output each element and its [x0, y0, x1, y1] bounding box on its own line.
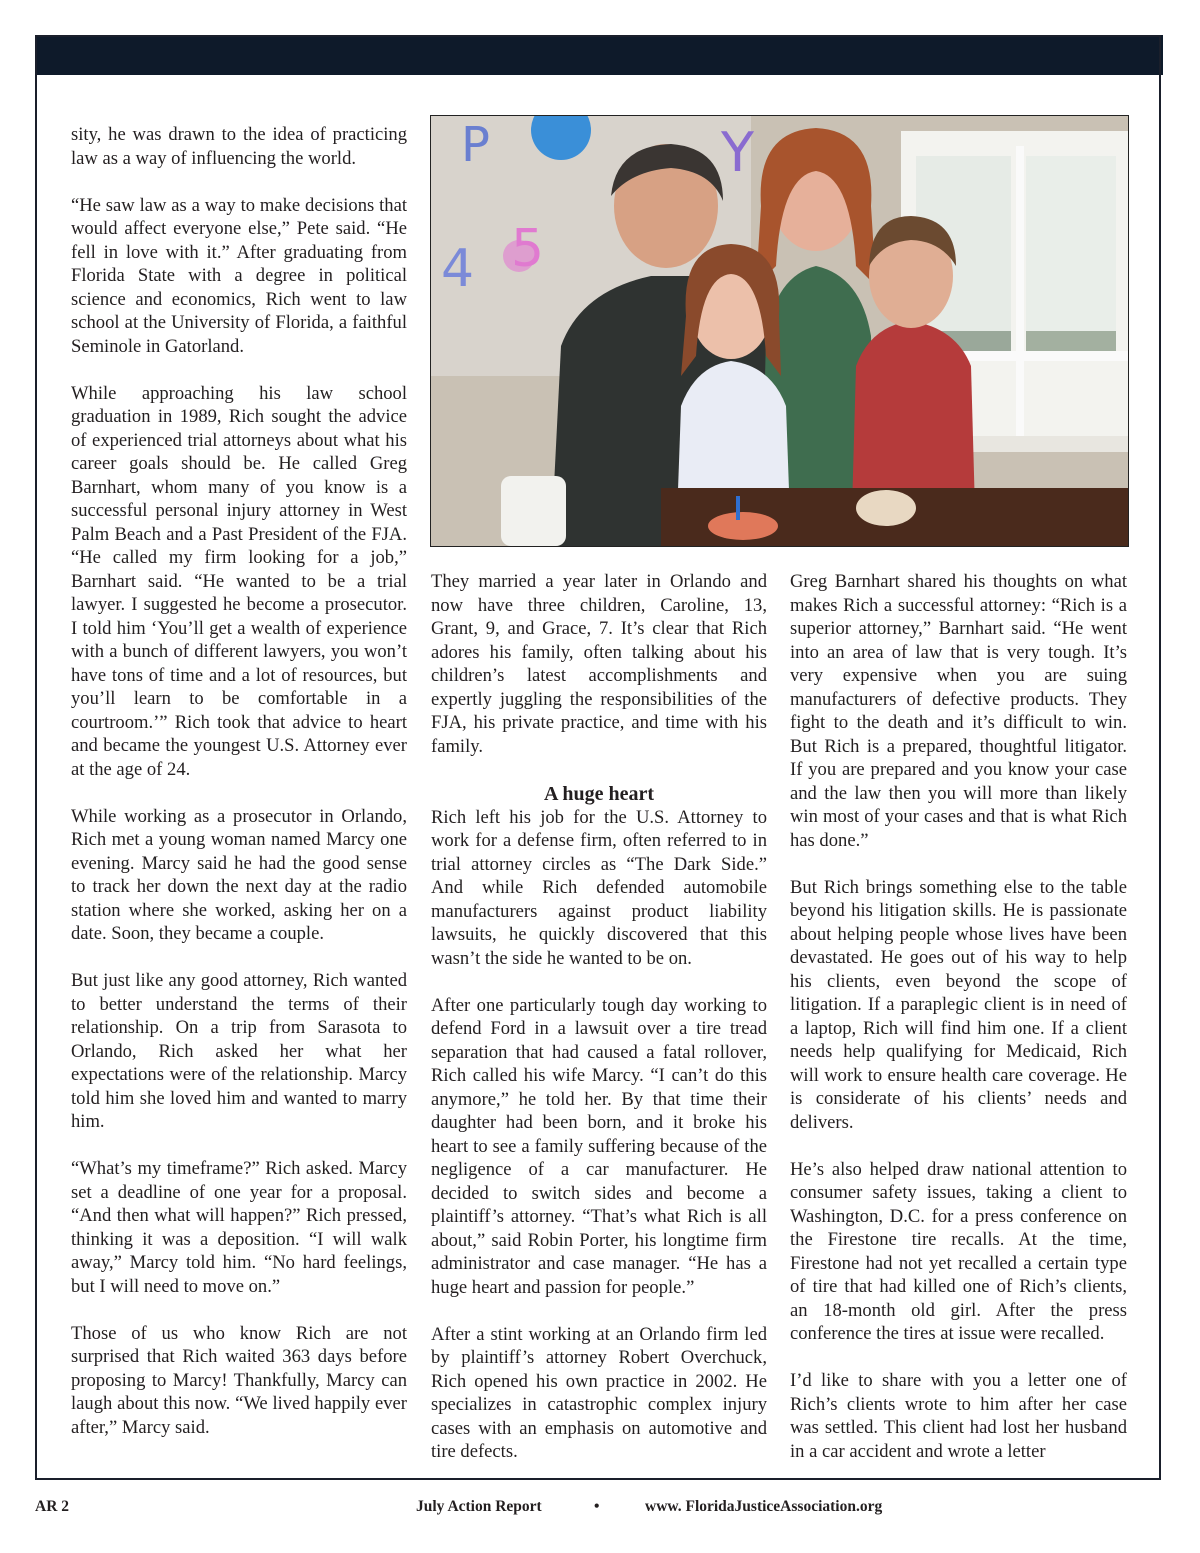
- column-1: [71, 123, 407, 1439]
- paragraph: While working as a prosecutor in Orlando, Rich met a young woman named Marcy one evening. Marcy said he had the good sense to track her down the next day at the radio station where she worked, asking her on a date. Soon, they became a couple.: [71, 805, 407, 944]
- paragraph: I’d like to share with you a letter one of Rich’s clients wrote to him after her case was settled. This client had lost her husband in a car accident and wrote a letter: [790, 1370, 1127, 1462]
- paragraph: Greg Barnhart shared his thoughts on what makes Rich a successful attorney: “Rich is a superior attorney,” Barnhart said. “He went into an area of law that is very tough. It’s very expensive when you are suing manufacturers of defective products. They fight to the death and it’s difficult to win. But Rich is a prepared, thoughtful litigator. If you are prepared and you know your case and the law then you will more than likely win most of your cases and that is what Rich has done.”: [790, 571, 1127, 851]
- page-footer: [0, 1492, 1200, 1522]
- paragraph: “He saw law as a way to make decisions that would affect everyone else,” Pete said. “He fell in love with it.” After graduating from Florida State with a degree in political science and economics, Rich went to law school at the University of Florida, a faithful Seminole in Gatorland.: [71, 194, 407, 357]
- banner-letter: 5: [511, 219, 545, 279]
- paragraph: sity, he was drawn to the idea of practicing law as a way of influencing the world.: [71, 124, 407, 169]
- banner-letter: Y: [721, 121, 754, 184]
- footer-separator: •: [594, 1498, 600, 1515]
- paragraph: But Rich brings something else to the table beyond his litigation skills. He is passionate about helping people whose lives have been devastated. He goes out of his way to help his clients, even beyond the scope of litigation. If a paraplegic client is in need of a laptop, Rich will find him one. If a client needs help qualifying for Medicaid, Rich will work to ensure health care coverage. He is considerate of his clients’ needs and delivers.: [790, 876, 1127, 1133]
- paragraph: He’s also helped draw national attention to consumer safety issues, taking a client to Washington, D.C. for a press conference on the Firestone tire recalls. At the time, Firestone had not yet recalled a certain type of tire that had killed one of Rich’s clients, an 18-month old girl. After the press conference the tires at issue were recalled.: [790, 1158, 1127, 1344]
- page-number: AR 2: [35, 1498, 70, 1515]
- paragraph: They married a year later in Orlando and now have three children, Caroline, 13, Grant, 9, and Grace, 7. It’s clear that Rich adores his family, often talking about his children’s latest accomplishments and expertly juggling the responsibilities of the FJA, his private practice, and time with his family.: [431, 571, 767, 757]
- paragraph: Rich left his job for the U.S. Attorney to work for a defense firm, often referred to in trial attorney circles as “The Dark Side.” And while Rich defended automobile manufacturers against product liability lawsuits, he quickly discovered that this wasn’t the side he wanted to be on.: [431, 806, 767, 969]
- column-2: [431, 570, 767, 1464]
- banner-letter: P: [461, 117, 490, 173]
- banner-letter: 4: [441, 239, 475, 299]
- paragraph: After a stint working at an Orlando firm led by plaintiff’s attorney Robert Overchuck, Rich opened his own practice in 2002. He specializes in catastrophic complex injury cases with an emphasis on automotive and tire defects.: [431, 1323, 767, 1462]
- paragraph: After one particularly tough day working to defend Ford in a lawsuit over a tire tread separation that had caused a fatal rollover, Rich called his wife Marcy. “I can’t do this anymore,” he told her. By that time their daughter had been born, and it broke his heart to see a family suffering because of the negligence of a car manufacturer. He decided to switch sides and become a plaintiff’s attorney. “That’s what Rich is all about,” said Robin Porter, his longtime firm administrator and case manager. “He has a huge heart and passion for people.”: [431, 994, 767, 1298]
- family-photo: [430, 115, 1129, 547]
- section-heading: A huge heart: [544, 782, 654, 805]
- publication-name: July Action Report: [416, 1498, 542, 1515]
- paragraph: Those of us who know Rich are not surprised that Rich waited 363 days before proposing to Marcy! Thankfully, Marcy can laugh about this now. “We lived happily ever after,” Marcy said.: [71, 1322, 407, 1438]
- website-link[interactable]: www. FloridaJusticeAssociation.org: [645, 1498, 883, 1515]
- column-3: [790, 570, 1127, 1463]
- paragraph: But just like any good attorney, Rich wanted to better understand the terms of their relationship. On a trip from Sarasota to Orlando, Rich asked her what her expectations were of the relationship. Marcy told him she loved him and wanted to marry him.: [71, 970, 407, 1132]
- paragraph: “What’s my timeframe?” Rich asked. Marcy set a deadline of one year for a proposal. “And then what will happen?” Rich pressed, thinking it was a deposition. “I will walk away,” Marcy told him. “No hard feelings, but I will need to move on.”: [71, 1158, 407, 1297]
- paragraph: While approaching his law school graduation in 1989, Rich sought the advice of experienced trial attorneys about what his career goals should be. He called Greg Barnhart, whom many of you know is a successful personal injury attorney in West Palm Beach and a Past President of the FJA. “He called my firm looking for a job,” Barnhart said. “He wanted to be a trial lawyer. I suggested he become a prosecutor. I told him ‘You’ll get a wealth of experience with a bunch of different lawyers, you won’t have tons of time and a lot of resources, but you’ll learn to be comfortable in a courtroom.’” Rich took that advice to heart and became the youngest U.S. Attorney ever at the age of 24.: [71, 382, 407, 780]
